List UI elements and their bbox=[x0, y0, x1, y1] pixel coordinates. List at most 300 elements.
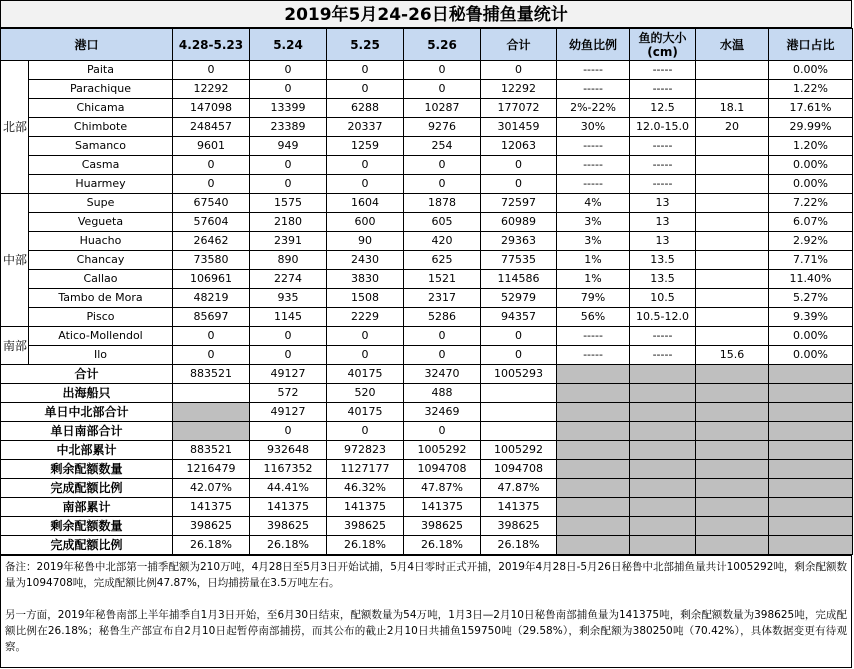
catch-cell: 0 bbox=[327, 156, 404, 175]
catch-cell: 248457 bbox=[173, 118, 250, 137]
summary-cell: 40175 bbox=[327, 365, 404, 384]
temp-cell bbox=[696, 194, 769, 213]
temp-cell bbox=[696, 80, 769, 99]
summary-cell bbox=[481, 403, 557, 422]
catch-cell: 0 bbox=[173, 175, 250, 194]
port-name: Samanco bbox=[29, 137, 173, 156]
summary-row bbox=[1, 536, 853, 555]
blank-cell bbox=[557, 498, 630, 517]
summary-label: 单日南部合计 bbox=[1, 422, 173, 441]
blank-cell bbox=[630, 517, 696, 536]
summary-cell: 141375 bbox=[327, 498, 404, 517]
table-row bbox=[1, 308, 853, 327]
size-cell: 10.5-12.0 bbox=[630, 308, 696, 327]
size-cell: 10.5 bbox=[630, 289, 696, 308]
share-cell: 2.92% bbox=[769, 232, 853, 251]
column-header: 港口 bbox=[1, 29, 173, 61]
blank-cell bbox=[557, 517, 630, 536]
size-cell: 12.5 bbox=[630, 99, 696, 118]
catch-cell: 12292 bbox=[173, 80, 250, 99]
share-cell: 29.99% bbox=[769, 118, 853, 137]
summary-cell: 26.18% bbox=[327, 536, 404, 555]
port-name: Casma bbox=[29, 156, 173, 175]
port-name: Chimbote bbox=[29, 118, 173, 137]
port-name: Ilo bbox=[29, 346, 173, 365]
table-row bbox=[1, 213, 853, 232]
summary-cell: 972823 bbox=[327, 441, 404, 460]
table-row bbox=[1, 232, 853, 251]
blank-cell bbox=[630, 460, 696, 479]
catch-cell: 94357 bbox=[481, 308, 557, 327]
column-header: 5.25 bbox=[327, 29, 404, 61]
blank-cell bbox=[769, 441, 853, 460]
region-label: 北部 bbox=[1, 61, 29, 194]
summary-cell: 0 bbox=[250, 422, 327, 441]
catch-cell: 3830 bbox=[327, 270, 404, 289]
column-header: 水温 bbox=[696, 29, 769, 61]
summary-cell: 32469 bbox=[404, 403, 481, 422]
catch-cell: 0 bbox=[404, 175, 481, 194]
blank-cell bbox=[696, 479, 769, 498]
catch-cell: 0 bbox=[327, 175, 404, 194]
catch-cell: 20337 bbox=[327, 118, 404, 137]
summary-cell bbox=[173, 384, 250, 403]
blank-cell bbox=[630, 384, 696, 403]
blank-cell bbox=[696, 365, 769, 384]
blank-cell bbox=[557, 384, 630, 403]
juvenile-cell: ----- bbox=[557, 80, 630, 99]
summary-row bbox=[1, 365, 853, 384]
temp-cell bbox=[696, 61, 769, 80]
size-cell: 13.5 bbox=[630, 270, 696, 289]
summary-cell: 398625 bbox=[404, 517, 481, 536]
summary-cell: 141375 bbox=[250, 498, 327, 517]
summary-row bbox=[1, 403, 853, 422]
port-name: Huarmey bbox=[29, 175, 173, 194]
catch-cell: 935 bbox=[250, 289, 327, 308]
catch-cell: 1508 bbox=[327, 289, 404, 308]
catch-cell: 0 bbox=[481, 175, 557, 194]
catch-cell: 0 bbox=[173, 346, 250, 365]
catch-cell: 0 bbox=[250, 327, 327, 346]
blank-cell bbox=[630, 441, 696, 460]
summary-cell: 44.41% bbox=[250, 479, 327, 498]
notes-box bbox=[0, 555, 852, 668]
catch-cell: 0 bbox=[250, 175, 327, 194]
summary-label: 出海船只 bbox=[1, 384, 173, 403]
size-cell: 13 bbox=[630, 213, 696, 232]
size-cell: ----- bbox=[630, 80, 696, 99]
blank-cell bbox=[557, 441, 630, 460]
blank-cell bbox=[769, 403, 853, 422]
share-cell: 6.07% bbox=[769, 213, 853, 232]
catch-cell: 2430 bbox=[327, 251, 404, 270]
catch-cell: 114586 bbox=[481, 270, 557, 289]
catch-cell: 605 bbox=[404, 213, 481, 232]
catch-cell: 0 bbox=[327, 327, 404, 346]
share-cell: 5.27% bbox=[769, 289, 853, 308]
catch-cell: 2229 bbox=[327, 308, 404, 327]
size-cell: ----- bbox=[630, 327, 696, 346]
share-cell: 0.00% bbox=[769, 175, 853, 194]
catch-cell: 600 bbox=[327, 213, 404, 232]
catch-cell: 2180 bbox=[250, 213, 327, 232]
note-south: 另一方面，2019年秘鲁南部上半年捕季自1月3日开始，至6月30日结束，配额数量为54万吨，1月3日—2月10日秘鲁南部捕鱼量为141375吨，剩余配额数量为398625吨，完成配额比例在26.18%；秘鲁生产部宣布自2月10日起暂停南部捕捞，而其公布的截止2月10日共捕鱼159750吨（29.58%），剩余配额为380250吨（70.42%），具体数据变更有待观察。 bbox=[5, 609, 847, 653]
port-name: Paita bbox=[29, 61, 173, 80]
blank-cell bbox=[696, 517, 769, 536]
juvenile-cell: ----- bbox=[557, 137, 630, 156]
share-cell: 7.22% bbox=[769, 194, 853, 213]
catch-cell: 890 bbox=[250, 251, 327, 270]
catch-cell: 0 bbox=[173, 156, 250, 175]
catch-cell: 0 bbox=[327, 61, 404, 80]
catch-cell: 0 bbox=[173, 327, 250, 346]
summary-row bbox=[1, 460, 853, 479]
catch-cell: 0 bbox=[327, 346, 404, 365]
catch-cell: 0 bbox=[250, 61, 327, 80]
catch-cell: 0 bbox=[250, 80, 327, 99]
summary-label: 合计 bbox=[1, 365, 173, 384]
summary-row bbox=[1, 422, 853, 441]
summary-cell: 1216479 bbox=[173, 460, 250, 479]
summary-row bbox=[1, 498, 853, 517]
juvenile-cell: 79% bbox=[557, 289, 630, 308]
summary-cell: 572 bbox=[250, 384, 327, 403]
catch-cell: 67540 bbox=[173, 194, 250, 213]
juvenile-cell: 1% bbox=[557, 270, 630, 289]
summary-cell: 47.87% bbox=[481, 479, 557, 498]
blank-cell bbox=[557, 365, 630, 384]
blank-cell bbox=[769, 384, 853, 403]
blank-cell bbox=[557, 536, 630, 555]
summary-row bbox=[1, 479, 853, 498]
summary-cell: 49127 bbox=[250, 403, 327, 422]
port-name: Chancay bbox=[29, 251, 173, 270]
temp-cell bbox=[696, 213, 769, 232]
catch-cell: 0 bbox=[173, 61, 250, 80]
catch-cell: 57604 bbox=[173, 213, 250, 232]
blank-cell bbox=[696, 441, 769, 460]
blank-cell bbox=[630, 536, 696, 555]
temp-cell bbox=[696, 289, 769, 308]
catch-cell: 1575 bbox=[250, 194, 327, 213]
summary-cell bbox=[173, 403, 250, 422]
catch-cell: 26462 bbox=[173, 232, 250, 251]
summary-cell bbox=[173, 422, 250, 441]
blank-cell bbox=[696, 536, 769, 555]
summary-label: 剩余配额数量 bbox=[1, 517, 173, 536]
blank-cell bbox=[769, 365, 853, 384]
juvenile-cell: 2%-22% bbox=[557, 99, 630, 118]
summary-cell: 932648 bbox=[250, 441, 327, 460]
summary-cell: 520 bbox=[327, 384, 404, 403]
catch-cell: 29363 bbox=[481, 232, 557, 251]
summary-cell: 398625 bbox=[173, 517, 250, 536]
blank-cell bbox=[696, 422, 769, 441]
summary-cell: 1094708 bbox=[404, 460, 481, 479]
table-row bbox=[1, 80, 853, 99]
catch-cell: 0 bbox=[250, 156, 327, 175]
share-cell: 11.40% bbox=[769, 270, 853, 289]
catch-cell: 254 bbox=[404, 137, 481, 156]
catch-cell: 625 bbox=[404, 251, 481, 270]
juvenile-cell: ----- bbox=[557, 327, 630, 346]
catch-cell: 48219 bbox=[173, 289, 250, 308]
catch-cell: 9601 bbox=[173, 137, 250, 156]
catch-cell: 106961 bbox=[173, 270, 250, 289]
summary-label: 中北部累计 bbox=[1, 441, 173, 460]
blank-cell bbox=[769, 498, 853, 517]
table-row bbox=[1, 118, 853, 137]
temp-cell bbox=[696, 156, 769, 175]
column-header: 5.26 bbox=[404, 29, 481, 61]
size-cell: 13 bbox=[630, 232, 696, 251]
catch-cell: 949 bbox=[250, 137, 327, 156]
header-row bbox=[1, 29, 853, 61]
catch-cell: 0 bbox=[404, 346, 481, 365]
summary-cell: 26.18% bbox=[250, 536, 327, 555]
table-row bbox=[1, 251, 853, 270]
summary-label: 剩余配额数量 bbox=[1, 460, 173, 479]
blank-cell bbox=[696, 403, 769, 422]
size-cell: 13.5 bbox=[630, 251, 696, 270]
summary-row bbox=[1, 517, 853, 536]
juvenile-cell: ----- bbox=[557, 156, 630, 175]
region-label: 中部 bbox=[1, 194, 29, 327]
table-row bbox=[1, 137, 853, 156]
summary-cell: 1094708 bbox=[481, 460, 557, 479]
summary-cell: 141375 bbox=[481, 498, 557, 517]
catch-cell: 12292 bbox=[481, 80, 557, 99]
blank-cell bbox=[557, 422, 630, 441]
region-label: 南部 bbox=[1, 327, 29, 365]
summary-label: 南部累计 bbox=[1, 498, 173, 517]
juvenile-cell: 3% bbox=[557, 232, 630, 251]
port-name: Parachique bbox=[29, 80, 173, 99]
share-cell: 0.00% bbox=[769, 327, 853, 346]
catch-cell: 5286 bbox=[404, 308, 481, 327]
table-row bbox=[1, 175, 853, 194]
catch-cell: 23389 bbox=[250, 118, 327, 137]
summary-cell: 32470 bbox=[404, 365, 481, 384]
column-header: 5.24 bbox=[250, 29, 327, 61]
blank-cell bbox=[557, 403, 630, 422]
column-header: 幼鱼比例 bbox=[557, 29, 630, 61]
summary-cell: 883521 bbox=[173, 365, 250, 384]
catch-cell: 60989 bbox=[481, 213, 557, 232]
share-cell: 1.20% bbox=[769, 137, 853, 156]
column-header: 鱼的大小 (cm) bbox=[630, 29, 696, 61]
summary-label: 单日中北部合计 bbox=[1, 403, 173, 422]
blank-cell bbox=[769, 422, 853, 441]
catch-cell: 177072 bbox=[481, 99, 557, 118]
summary-row bbox=[1, 441, 853, 460]
catch-cell: 2274 bbox=[250, 270, 327, 289]
table-row bbox=[1, 61, 853, 80]
catch-cell: 0 bbox=[404, 156, 481, 175]
blank-cell bbox=[769, 517, 853, 536]
size-cell: ----- bbox=[630, 137, 696, 156]
temp-cell bbox=[696, 251, 769, 270]
share-cell: 17.61% bbox=[769, 99, 853, 118]
summary-cell: 0 bbox=[327, 422, 404, 441]
summary-cell: 1005292 bbox=[404, 441, 481, 460]
juvenile-cell: 56% bbox=[557, 308, 630, 327]
juvenile-cell: 1% bbox=[557, 251, 630, 270]
summary-cell: 40175 bbox=[327, 403, 404, 422]
share-cell: 1.22% bbox=[769, 80, 853, 99]
catch-cell: 90 bbox=[327, 232, 404, 251]
juvenile-cell: ----- bbox=[557, 346, 630, 365]
catch-cell: 0 bbox=[481, 156, 557, 175]
juvenile-cell: 3% bbox=[557, 213, 630, 232]
blank-cell bbox=[557, 479, 630, 498]
catch-cell: 420 bbox=[404, 232, 481, 251]
blank-cell bbox=[696, 384, 769, 403]
catch-cell: 2317 bbox=[404, 289, 481, 308]
port-name: Callao bbox=[29, 270, 173, 289]
blank-cell bbox=[630, 479, 696, 498]
summary-cell: 141375 bbox=[173, 498, 250, 517]
catch-cell: 52979 bbox=[481, 289, 557, 308]
catch-cell: 9276 bbox=[404, 118, 481, 137]
share-cell: 0.00% bbox=[769, 61, 853, 80]
blank-cell bbox=[630, 365, 696, 384]
share-cell: 9.39% bbox=[769, 308, 853, 327]
summary-row bbox=[1, 384, 853, 403]
catch-cell: 0 bbox=[250, 346, 327, 365]
catch-cell: 10287 bbox=[404, 99, 481, 118]
temp-cell: 20 bbox=[696, 118, 769, 137]
catch-cell: 72597 bbox=[481, 194, 557, 213]
share-cell: 0.00% bbox=[769, 156, 853, 175]
catch-cell: 0 bbox=[404, 61, 481, 80]
summary-cell: 42.07% bbox=[173, 479, 250, 498]
column-header: 港口占比 bbox=[769, 29, 853, 61]
size-cell: 13 bbox=[630, 194, 696, 213]
catch-cell: 1604 bbox=[327, 194, 404, 213]
summary-label: 完成配额比例 bbox=[1, 536, 173, 555]
blank-cell bbox=[630, 498, 696, 517]
catch-cell: 0 bbox=[481, 61, 557, 80]
size-cell: ----- bbox=[630, 346, 696, 365]
temp-cell: 15.6 bbox=[696, 346, 769, 365]
catch-cell: 147098 bbox=[173, 99, 250, 118]
catch-cell: 6288 bbox=[327, 99, 404, 118]
juvenile-cell: 4% bbox=[557, 194, 630, 213]
blank-cell bbox=[557, 460, 630, 479]
summary-cell: 26.18% bbox=[404, 536, 481, 555]
juvenile-cell: 30% bbox=[557, 118, 630, 137]
port-name: Pisco bbox=[29, 308, 173, 327]
catch-cell: 0 bbox=[404, 327, 481, 346]
summary-cell: 398625 bbox=[481, 517, 557, 536]
catch-cell: 0 bbox=[327, 80, 404, 99]
temp-cell bbox=[696, 327, 769, 346]
catch-cell: 73580 bbox=[173, 251, 250, 270]
catch-cell: 1145 bbox=[250, 308, 327, 327]
summary-label: 完成配额比例 bbox=[1, 479, 173, 498]
size-cell: ----- bbox=[630, 175, 696, 194]
column-header: 合计 bbox=[481, 29, 557, 61]
port-name: Atico-Mollendol bbox=[29, 327, 173, 346]
summary-cell: 46.32% bbox=[327, 479, 404, 498]
table-row bbox=[1, 289, 853, 308]
catch-cell: 13399 bbox=[250, 99, 327, 118]
temp-cell bbox=[696, 137, 769, 156]
juvenile-cell: ----- bbox=[557, 175, 630, 194]
catch-cell: 2391 bbox=[250, 232, 327, 251]
catch-cell: 85697 bbox=[173, 308, 250, 327]
summary-cell: 26.18% bbox=[481, 536, 557, 555]
catch-table bbox=[0, 28, 853, 555]
catch-cell: 1878 bbox=[404, 194, 481, 213]
table-row bbox=[1, 270, 853, 289]
blank-cell bbox=[630, 422, 696, 441]
note-north: 备注：2019年秘鲁中北部第一捕季配额为210万吨，4月28日至5月3日开始试捕，5月4日零时正式开捕，2019年4月28日-5月26日秘鲁中北部捕鱼量共计1005292吨，剩余配额数量为1094708吨，完成配额比例47.87%，日均捕捞量在3.5万吨左右。 bbox=[5, 561, 847, 589]
blank-cell bbox=[696, 498, 769, 517]
summary-cell: 488 bbox=[404, 384, 481, 403]
share-cell: 7.71% bbox=[769, 251, 853, 270]
table-row bbox=[1, 346, 853, 365]
size-cell: 12.0-15.0 bbox=[630, 118, 696, 137]
size-cell: ----- bbox=[630, 156, 696, 175]
blank-cell bbox=[696, 460, 769, 479]
summary-cell: 398625 bbox=[250, 517, 327, 536]
temp-cell bbox=[696, 308, 769, 327]
table-row bbox=[1, 99, 853, 118]
summary-cell: 26.18% bbox=[173, 536, 250, 555]
blank-cell bbox=[630, 403, 696, 422]
summary-cell: 1005292 bbox=[481, 441, 557, 460]
column-header: 4.28-5.23 bbox=[173, 29, 250, 61]
summary-cell: 1005293 bbox=[481, 365, 557, 384]
juvenile-cell: ----- bbox=[557, 61, 630, 80]
catch-cell: 0 bbox=[481, 327, 557, 346]
temp-cell bbox=[696, 270, 769, 289]
port-name: Supe bbox=[29, 194, 173, 213]
catch-cell: 12063 bbox=[481, 137, 557, 156]
temp-cell: 18.1 bbox=[696, 99, 769, 118]
summary-cell: 0 bbox=[404, 422, 481, 441]
summary-cell: 141375 bbox=[404, 498, 481, 517]
page-title: 2019年5月24-26日秘鲁捕鱼量统计 bbox=[0, 0, 852, 28]
table-row bbox=[1, 327, 853, 346]
port-name: Tambo de Mora bbox=[29, 289, 173, 308]
catch-cell: 77535 bbox=[481, 251, 557, 270]
blank-cell bbox=[769, 479, 853, 498]
summary-cell bbox=[481, 422, 557, 441]
catch-cell: 301459 bbox=[481, 118, 557, 137]
catch-cell: 0 bbox=[481, 346, 557, 365]
table-row bbox=[1, 156, 853, 175]
table-row bbox=[1, 194, 853, 213]
port-name: Chicama bbox=[29, 99, 173, 118]
summary-cell bbox=[481, 384, 557, 403]
summary-cell: 49127 bbox=[250, 365, 327, 384]
summary-cell: 1127177 bbox=[327, 460, 404, 479]
temp-cell bbox=[696, 232, 769, 251]
summary-cell: 47.87% bbox=[404, 479, 481, 498]
catch-cell: 0 bbox=[404, 80, 481, 99]
share-cell: 0.00% bbox=[769, 346, 853, 365]
port-name: Huacho bbox=[29, 232, 173, 251]
blank-cell bbox=[769, 460, 853, 479]
summary-cell: 398625 bbox=[327, 517, 404, 536]
port-name: Vegueta bbox=[29, 213, 173, 232]
catch-cell: 1259 bbox=[327, 137, 404, 156]
temp-cell bbox=[696, 175, 769, 194]
